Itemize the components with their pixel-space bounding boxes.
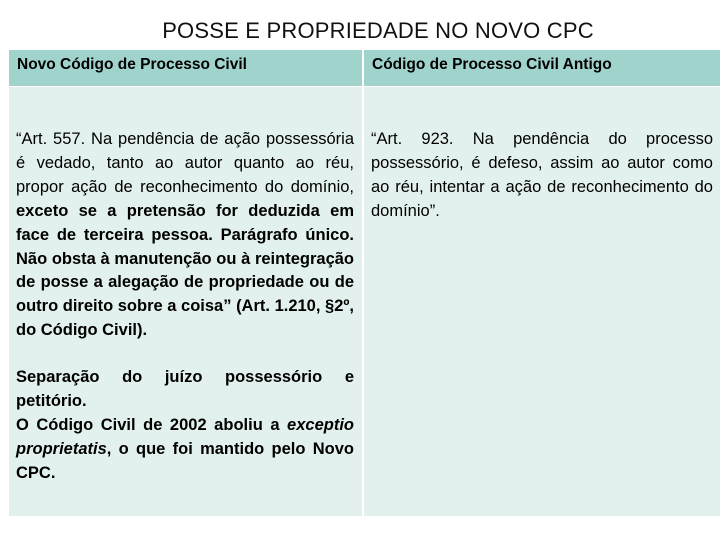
art-557-bold: exceto se a pretensão for deduzida em face de terceira pessoa. Parágrafo único. Não obsta à manutenção ou à reintegração de posse a alegação de propriedade ou de outro direito sobre a coisa” (Art. 1.210, §2º, do Código Civil). [16,201,354,340]
separation-note [16,366,354,486]
new-cpc-cell [9,87,362,516]
slide-title: POSSE E PROPRIEDADE NO NOVO CPC [162,18,594,43]
separation-note-text: Separação do juízo possessório e petitório. [16,368,354,411]
exceptio-term: exceptio proprietatis [16,415,354,458]
exceptio-note-b: , o que foi mantido pelo Novo CPC. [16,439,354,482]
art-557-normal: “Art. 557. Na pendência de ação possessória é vedado, tanto ao autor quanto ao réu, propor ação de reconhecimento do domínio, [16,130,354,196]
comparison-table [9,50,720,516]
old-cpc-cell [364,87,720,516]
header-new-cpc: Novo Código de Processo Civil [9,50,362,86]
exceptio-note-a: O Código Civil de 2002 aboliu a [16,415,288,434]
art-923-text: “Art. 923. Na pendência do processo possessório, é defeso, assim ao autor como ao réu, intentar a ação de reconhecimento do domínio”. [371,130,713,220]
header-old-cpc: Código de Processo Civil Antigo [364,50,720,86]
art-557-text [16,128,354,343]
